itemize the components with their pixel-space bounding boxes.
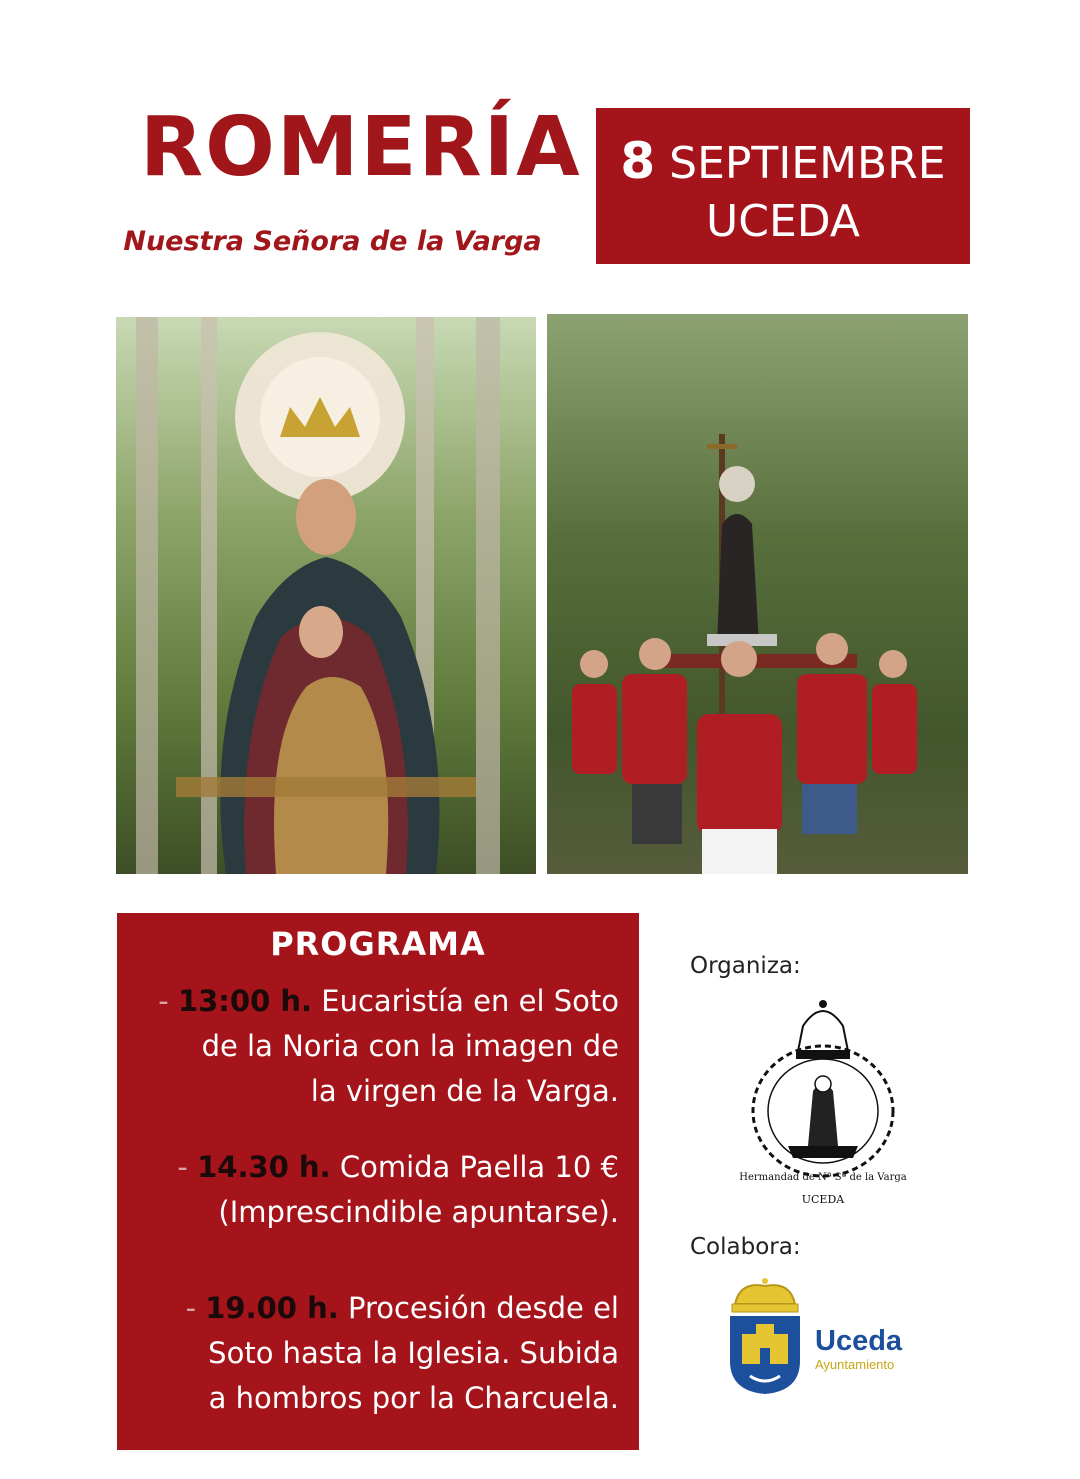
procession-photo (547, 314, 968, 874)
item-text-cont: (Imprescindible apuntarse). (218, 1195, 619, 1229)
hermandad-seal-logo (728, 996, 918, 1208)
uceda-logo-sub: Ayuntamiento (815, 1357, 895, 1372)
programa-item (139, 1286, 619, 1421)
item-text-cont: la virgen de la Varga. (310, 1074, 619, 1108)
item-time: 14.30 h. (197, 1150, 331, 1184)
place-name: UCEDA (706, 196, 860, 247)
item-text-cont: de la Noria con la imagen de (201, 1029, 619, 1063)
procession-illustration (547, 314, 968, 874)
event-subtitle: Nuestra Señora de la Varga (123, 226, 542, 257)
event-title: ROMERÍA (140, 100, 582, 195)
date-day: 8 (620, 132, 656, 190)
programa-item (119, 979, 619, 1114)
uceda-logo-name: Uceda (815, 1325, 903, 1357)
date-line (596, 132, 970, 190)
organiza-label: Organiza: (690, 953, 801, 979)
programa-panel (117, 913, 639, 1450)
item-dash: - (158, 984, 169, 1018)
seal-text: Hermandad de Nª Sª de la Varga (739, 1172, 907, 1183)
item-time: 19.00 h. (205, 1291, 339, 1325)
programa-title: PROGRAMA (270, 925, 486, 963)
seal-town: UCEDA (801, 1193, 845, 1206)
item-time: 13:00 h. (177, 984, 313, 1018)
uceda-coat-of-arms-icon (720, 1276, 810, 1396)
colabora-label: Colabora: (690, 1234, 801, 1260)
date-box (596, 108, 970, 264)
programa-item (139, 1145, 619, 1235)
item-dash: - (177, 1150, 188, 1184)
virgin-statue-illustration (116, 317, 536, 874)
item-text: Procesión desde el (347, 1291, 619, 1325)
item-text: Comida Paella 10 € (339, 1150, 619, 1184)
date-month: SEPTIEMBRE (669, 138, 946, 189)
item-dash: - (185, 1291, 197, 1325)
item-text-cont: a hombros por la Charcuela. (208, 1381, 619, 1415)
item-text-cont: Soto hasta la Iglesia. Subida (208, 1336, 619, 1370)
virgin-statue-photo (116, 317, 536, 874)
item-text: Eucaristía en el Soto (321, 984, 619, 1018)
